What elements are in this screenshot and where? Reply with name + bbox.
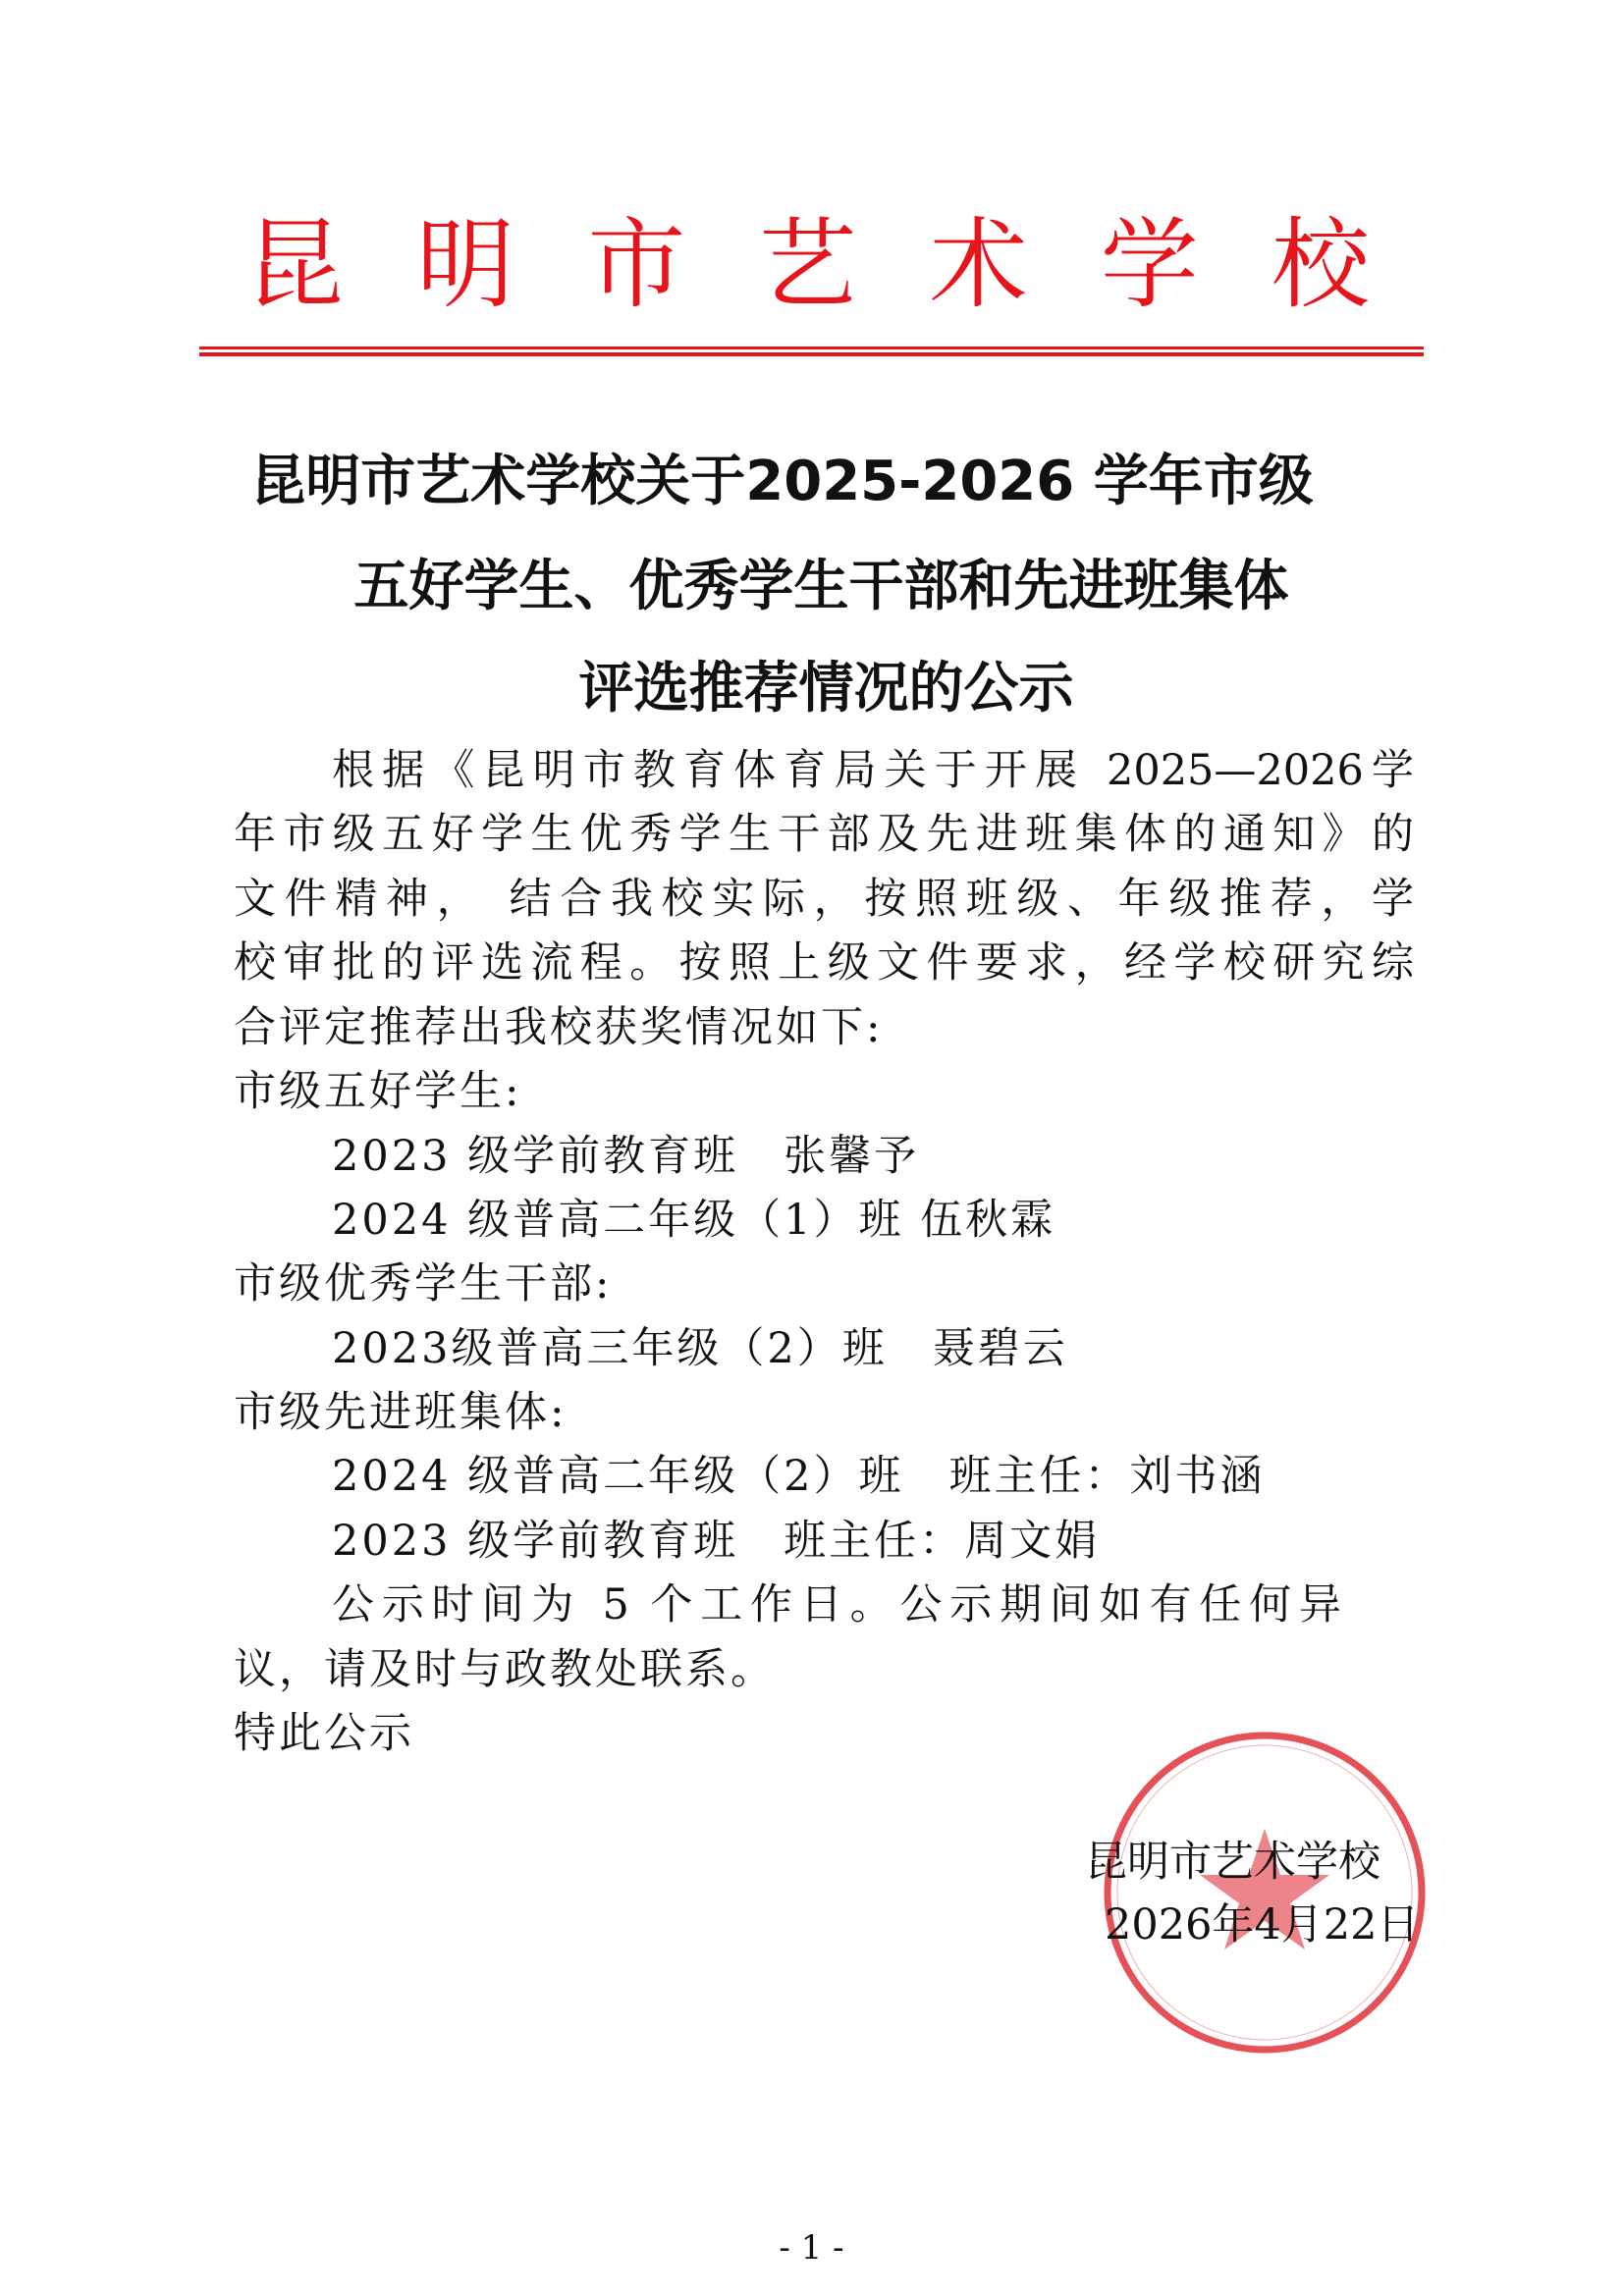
- document-title-line-1: 昆明市艺术学校关于2025-2026 学年市级: [250, 450, 1314, 513]
- header-rule-thick: [199, 352, 1424, 356]
- section-heading: 市级五好学生:: [234, 1067, 522, 1116]
- notice-line: 公示时间为 5 个工作日。公示期间如有任何异: [332, 1580, 1341, 1629]
- masthead-char: 市: [587, 207, 686, 322]
- document-title-line-3: 评选推荐情况的公示: [578, 657, 1074, 721]
- award-item: 2023 级学前教育班 班主任：周文娟: [332, 1517, 1101, 1566]
- intro-line: 文件精神， 结合我校实际，按照班级、年级推荐，学: [234, 875, 1414, 924]
- masthead-char: 昆: [245, 207, 344, 322]
- notice-line: 议，请及时与政教处联系。: [234, 1645, 776, 1694]
- official-seal-stamp: [1098, 1726, 1432, 2059]
- school-masthead: [245, 207, 1370, 322]
- closing-text: 特此公示: [234, 1709, 414, 1758]
- signature-organization: 昆明市艺术学校: [1085, 1838, 1380, 1887]
- masthead-char: 明: [416, 207, 515, 322]
- document-title-line-2: 五好学生、优秀学生干部和先进班集体: [353, 555, 1289, 618]
- section-heading: 市级先进班集体:: [234, 1388, 568, 1437]
- award-item: 2023 级学前教育班 张馨予: [332, 1132, 920, 1181]
- intro-line: 校审批的评选流程。按照上级文件要求，经学校研究综: [234, 938, 1414, 988]
- header-rule-thin: [199, 347, 1424, 349]
- intro-line: 合评定推荐出我校获奖情况如下:: [234, 1003, 884, 1052]
- masthead-char: 艺: [758, 207, 857, 322]
- award-item: 2024 级普高二年级（2）班 班主任：刘书涵: [332, 1452, 1266, 1501]
- intro-line: 年市级五好学生优秀学生干部及先进班集体的通知》的: [234, 810, 1414, 859]
- section-heading: 市级优秀学生干部:: [234, 1259, 613, 1308]
- page-number: - 1 -: [779, 2228, 844, 2268]
- masthead-char: 校: [1271, 207, 1370, 322]
- masthead-char: 学: [1100, 207, 1199, 322]
- award-item: 2023级普高三年级（2）班 聂碧云: [332, 1324, 1068, 1373]
- intro-line: 根据《昆明市教育体育局关于开展 2025—2026学: [332, 746, 1414, 795]
- signature-date: 2026年4月22日: [1105, 1900, 1420, 1949]
- masthead-char: 术: [929, 207, 1028, 322]
- award-item: 2024 级普高二年级（1）班 伍秋霖: [332, 1196, 1056, 1245]
